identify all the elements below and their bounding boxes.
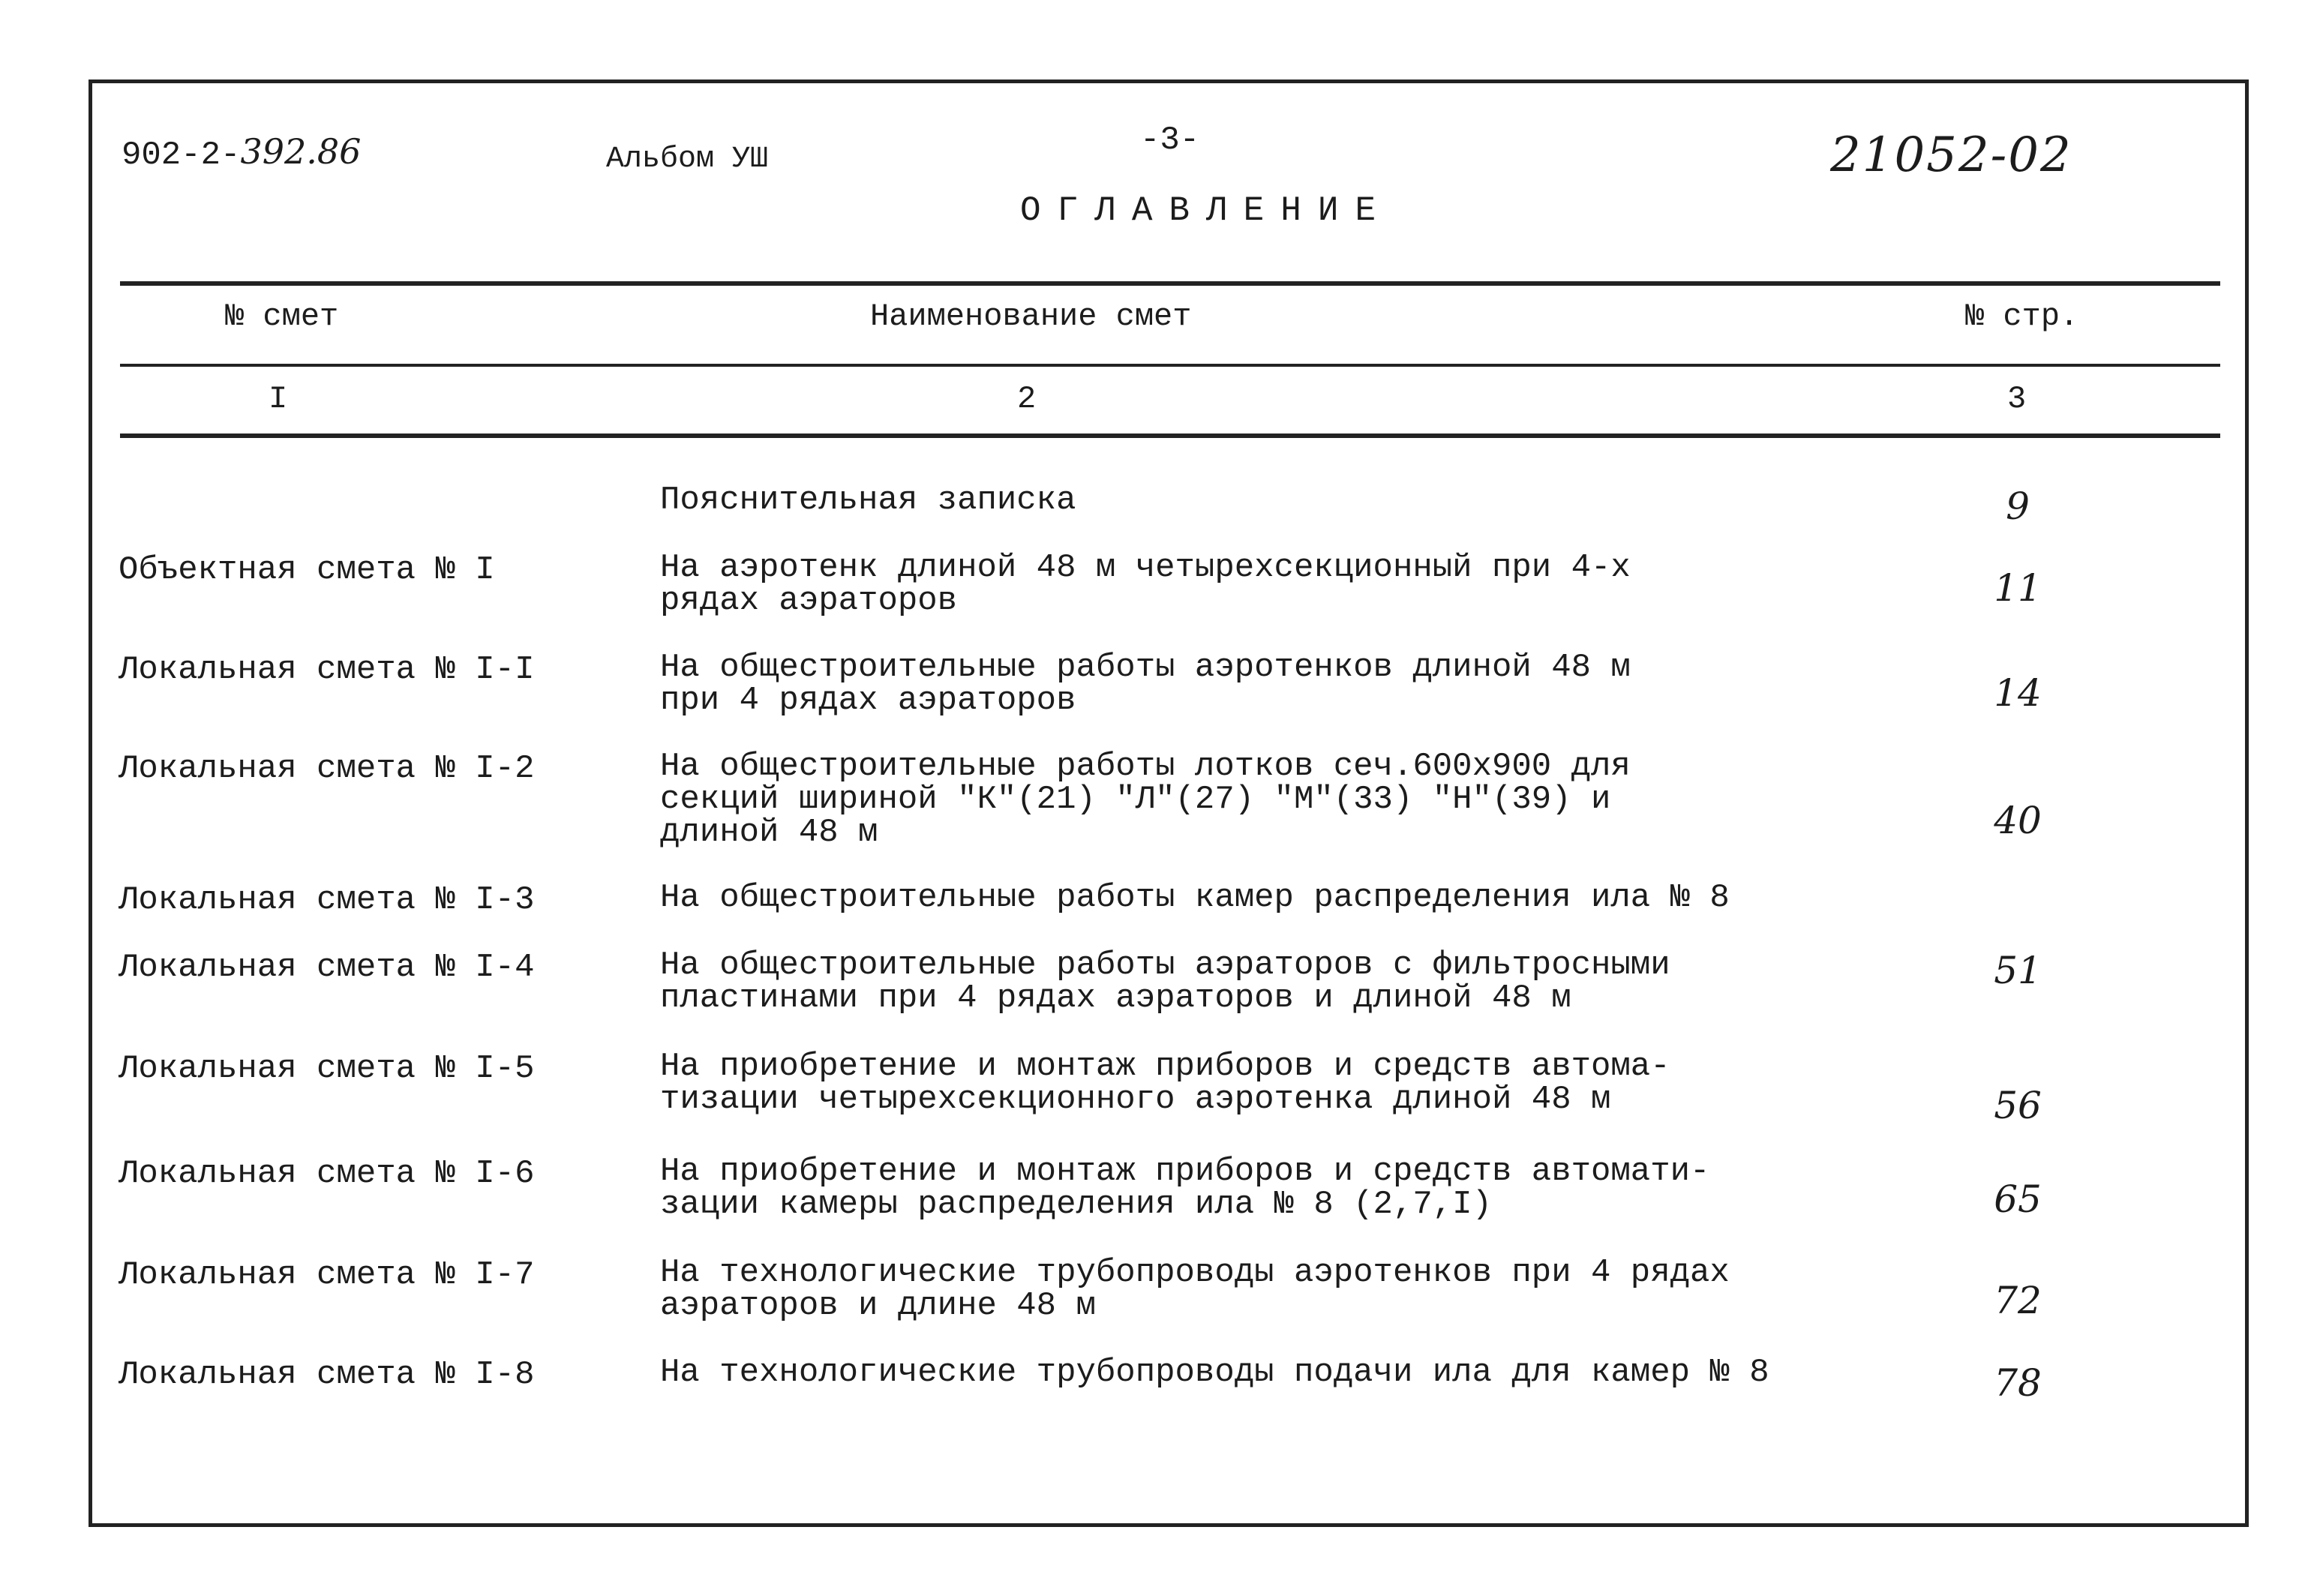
toc-row-title: На общестроительные работы камер распределения ила № 8 — [660, 879, 1730, 916]
column-header-page: № стр. — [1965, 298, 2079, 334]
header-rule — [120, 364, 2220, 367]
toc-row-title: На приобретение и монтаж приборов и средств автома- тизации четырехсекционного аэротенка длиной 48 м — [660, 1048, 1670, 1118]
toc-row-label: Локальная смета № I-8 — [119, 1356, 535, 1394]
toc-row-page: 11 — [1994, 566, 2042, 610]
toc-row-title: На общестроительные работы аэротенков длиной 48 м при 4 рядах аэраторов — [660, 649, 1631, 719]
toc-row-page: 72 — [1994, 1279, 2042, 1322]
toc-row-title: На общестроительные работы аэраторов с фильтросными пластинами при 4 рядах аэраторов и длиной 48 м — [660, 946, 1670, 1017]
toc-row-label: Локальная смета № I-3 — [119, 881, 535, 919]
toc-row-page: 51 — [1994, 949, 2042, 992]
toc-row-title: На приобретение и монтаж приборов и средств автомати- зации камеры распределения ила № 8 (2,7,I) — [660, 1153, 1710, 1223]
toc-row-title: На технологические трубопроводы подачи ила для камер № 8 — [660, 1354, 1769, 1391]
toc-row-page: 65 — [1994, 1178, 2042, 1221]
column-header-name: Наименование смет — [870, 298, 1192, 334]
column-number-1: I — [269, 381, 288, 417]
toc-row-label: Локальная смета № I-6 — [119, 1155, 535, 1192]
page-number: -3- — [1140, 122, 1200, 159]
toc-row-page: 14 — [1994, 671, 2042, 715]
toc-row-label: Локальная смета № I-5 — [119, 1050, 535, 1088]
table-top-rule — [120, 281, 2220, 286]
document-code-prefix: 902-2- — [122, 136, 241, 174]
document-code-handwritten: 392.86 — [240, 131, 362, 172]
column-header-number: № смет — [225, 298, 339, 334]
toc-row-label: Локальная смета № I-4 — [119, 949, 535, 986]
toc-row-title: Пояснительная записка — [660, 482, 1076, 519]
toc-row-page: 9 — [2006, 484, 2030, 528]
toc-row-title: На общестроительные работы лотков сеч.600х900 для секций шириной "К"(21) "Л"(27) "М"(33) "Н"(39) и длиной 48 м — [660, 748, 1631, 851]
toc-row-page: 78 — [1994, 1361, 2042, 1405]
toc-row-label: Локальная смета № I-2 — [119, 750, 535, 788]
page-title: ОГЛАВЛЕНИЕ — [1020, 191, 1393, 230]
handwritten-stamp: 21052-02 — [1830, 128, 2072, 183]
toc-row-label: Локальная смета № I-I — [119, 651, 535, 688]
toc-row-page: 40 — [1994, 799, 2042, 842]
column-number-3: 3 — [2007, 381, 2027, 417]
toc-row-page: 56 — [1994, 1084, 2042, 1127]
toc-row-title: На аэротенк длиной 48 м четырехсекционный при 4-х рядах аэраторов — [660, 549, 1631, 620]
album-label: Альбом УШ — [606, 142, 769, 176]
column-numbers-rule — [120, 434, 2220, 438]
document-code — [122, 131, 361, 174]
toc-row-title: На технологические трубопроводы аэротенков при 4 рядах аэраторов и длине 48 м — [660, 1254, 1730, 1324]
toc-row-label: Объектная смета № I — [119, 551, 495, 589]
toc-row-label: Локальная смета № I-7 — [119, 1256, 535, 1294]
column-number-2: 2 — [1017, 381, 1037, 417]
